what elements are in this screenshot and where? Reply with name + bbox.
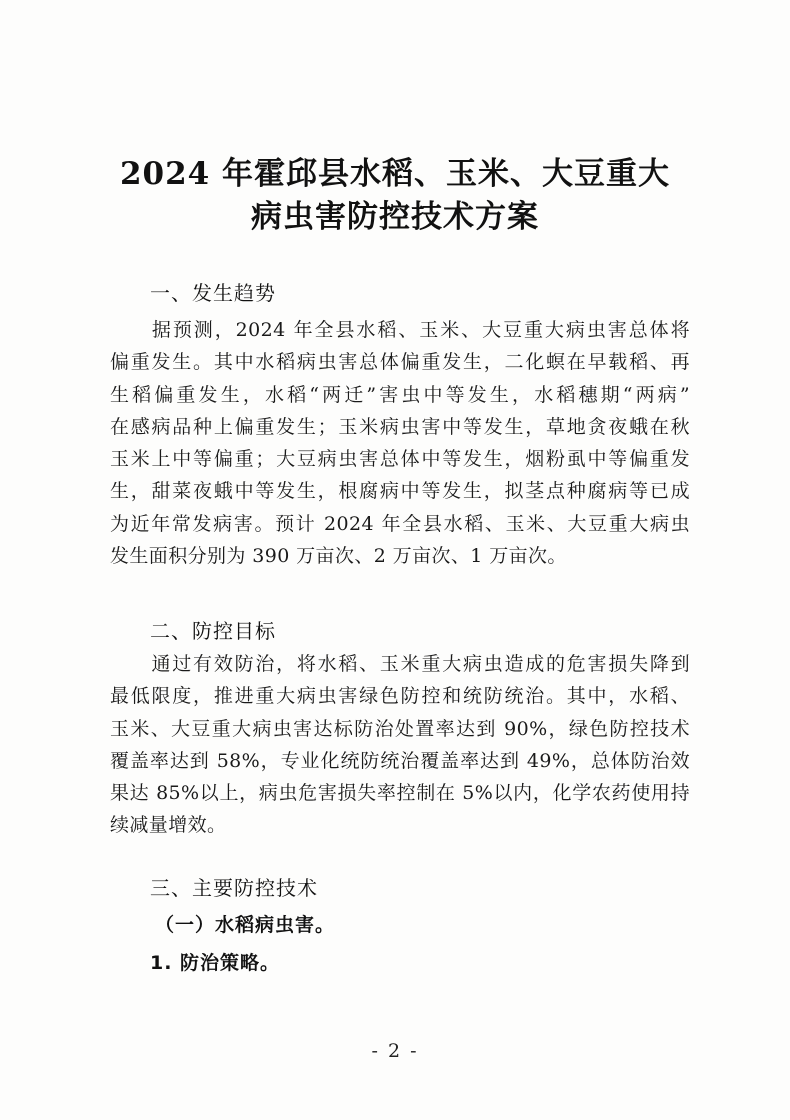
- document-title-line-1: 2024 年霍邱县水稻、玉米、大豆重大: [119, 156, 671, 192]
- paragraph-line: 最低限度，推进重大病虫害绿色防控和统防统治。其中，水稻、: [110, 685, 690, 708]
- section-heading-trend: 一、发生趋势: [150, 281, 276, 305]
- paragraph-line: 玉米上中等偏重；大豆病虫害总体中等发生，烟粉虱中等偏重发: [110, 448, 690, 471]
- paragraph-line: 生，甜菜夜蛾中等发生，根腐病中等发生，拟茎点种腐病等已成: [110, 480, 690, 503]
- paragraph-line: 续减量增效。: [110, 814, 227, 837]
- paragraph-line: 玉米、大豆重大病虫害达标防治处置率达到 90%，绿色防控技术: [110, 717, 690, 740]
- paragraph-line: 为近年常发病害。预计 2024 年全县水稻、玉米、大豆重大病虫: [110, 512, 690, 535]
- page-number: - 2 -: [371, 1040, 419, 1062]
- paragraph-line: 覆盖率达到 58%，专业化统防统治覆盖率达到 49%，总体防治效: [110, 749, 690, 772]
- subheading-control-strategy: 1. 防治策略。: [150, 952, 281, 974]
- section-paragraph-trend: [110, 314, 690, 572]
- paragraph-line: 据预测，2024 年全县水稻、玉米、大豆重大病虫害总体将: [110, 319, 690, 341]
- section-heading-techniques: 三、主要防控技术: [150, 876, 318, 900]
- paragraph-line: 发生面积分别为 390 万亩次、2 万亩次、1 万亩次。: [110, 545, 567, 568]
- paragraph-line: 果达 85%以上，病虫危害损失率控制在 5%以内，化学农药使用持: [110, 782, 690, 805]
- paragraph-line: 生稻偏重发生，水稻“两迁”害虫中等发生，水稻穗期“两病”: [110, 383, 690, 406]
- subheading-rice-pests: （一）水稻病虫害。: [155, 914, 336, 936]
- section-paragraph-goals: [110, 648, 690, 842]
- paragraph-line: 通过有效防治，将水稻、玉米重大病虫造成的危害损失降到: [110, 653, 690, 675]
- paragraph-line: 在感病品种上偏重发生；玉米病虫害中等发生，草地贪夜蛾在秋: [110, 415, 690, 438]
- section-heading-goals: 二、防控目标: [150, 619, 276, 643]
- paragraph-line: 偏重发生。其中水稻病虫害总体偏重发生，二化螟在早载稻、再: [110, 351, 690, 374]
- document-title-line-2: 病虫害防控技术方案: [251, 199, 539, 235]
